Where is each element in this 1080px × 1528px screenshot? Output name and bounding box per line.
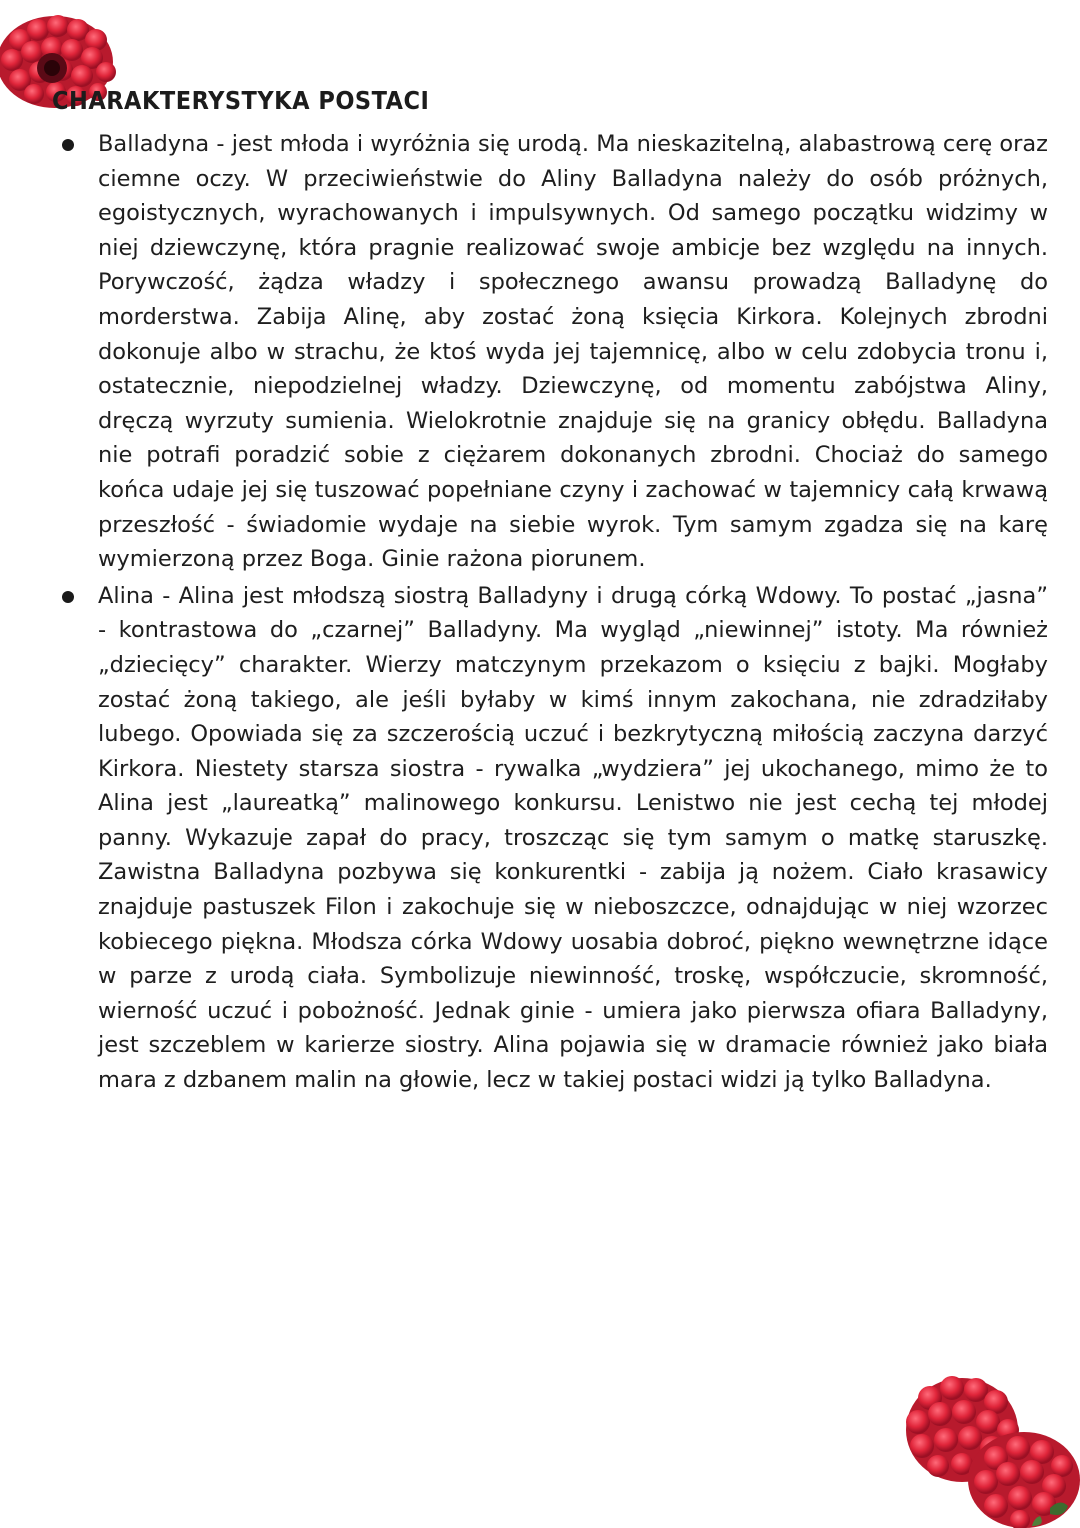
character-name: Balladyna xyxy=(98,131,210,157)
character-entry-balladyna xyxy=(58,127,1048,577)
bullet-icon xyxy=(62,139,74,151)
character-description: - Alina jest młodszą siostrą Balladyny i drugą córką Wdowy. To postać „jasna” - kontrastowa do „czarnej” Balladyny. Ma wygląd „niewinnej” istoty. Ma również „dziecięcy” charakter. Wierzy matczynym przekazom o księciu z bajki. Mogłaby zostać żoną takiego, ale jeśli byłaby w kimś innym zakochana, nie zdradziłaby lubego. Opowiada się za szczerością uczuć i bezkrytyczną miłością zaczyna darzyć Kirkora. Niestety starsza siostra - rywalka „wydziera” jej ukochanego, mimo że to Alina jest „laureatką” malinowego konkursu. Lenistwo nie jest cechą tej młodej panny. Wykazuje zapał do pracy, troszcząc się tym samym o matkę staruszkę. Zawistna Balladyna pozbywa się konkurentki - zabija ją nożem. Ciało krasawicy znajduje pastuszek Filon i zakochuje się w nieboszczce, odnajdując w niej wzorzec kobiecego piękna. Młodsza córka Wdowy uosabia dobroć, piękno wewnętrzne idące w parze z urodą ciała. Symbolizuje niewinność, troskę, współczucie, skromność, wierność uczuć i pobożność. Jednak ginie - umiera jako pierwsza ofiara Balladyny, jest szczeblem w karierze siostry. Alina pojawia się w dramacie również jako biała mara z dzbanem malin na głowie, lecz w takiej postaci widzi ją tylko Balladyna. xyxy=(98,582,1048,1094)
page-title: CHARAKTERYSTYKA POSTACI xyxy=(52,86,430,115)
character-list xyxy=(58,127,1048,1098)
bullet-icon xyxy=(62,591,74,603)
raspberries-image xyxy=(900,1368,1080,1528)
character-entry-alina xyxy=(58,579,1048,1098)
character-description: - jest młoda i wyróżnia się urodą. Ma nieskazitelną, alabastrową cerę oraz ciemne oczy. W przeciwieństwie do Aliny Balladyna należy do osób próżnych, egoistycznych, wyrachowanych i impulsywnych. Od samego początku widzimy w niej dziewczynę, która pragnie realizować swoje ambicje bez względu na innych. Porywczość, żądza władzy i społecznego awansu prowadzą Balladynę do morderstwa. Zabija Alinę, aby zostać żoną księcia Kirkora. Kolejnych zbrodni dokonuje albo w strachu, że ktoś wyda jej tajemnicę, albo w celu zdobycia tronu i, ostatecznie, niepodzielnej władzy. Dziewczynę, od momentu zabójstwa Aliny, dręczą wyrzuty sumienia. Wielokrotnie znajduje się na granicy obłędu. Balladyna nie potrafi poradzić sobie z ciężarem dokonanych zbrodni. Chociaż do samego końca udaje jej się tuszować popełniane czyny i zachować w tajemnicy całą krwawą przeszłość - świadomie wydaje na siebie wyrok. Tym samym zgadza się na karę wymierzoną przez Boga. Ginie rażona piorunem. xyxy=(98,131,1048,573)
character-name: Alina xyxy=(98,582,154,609)
